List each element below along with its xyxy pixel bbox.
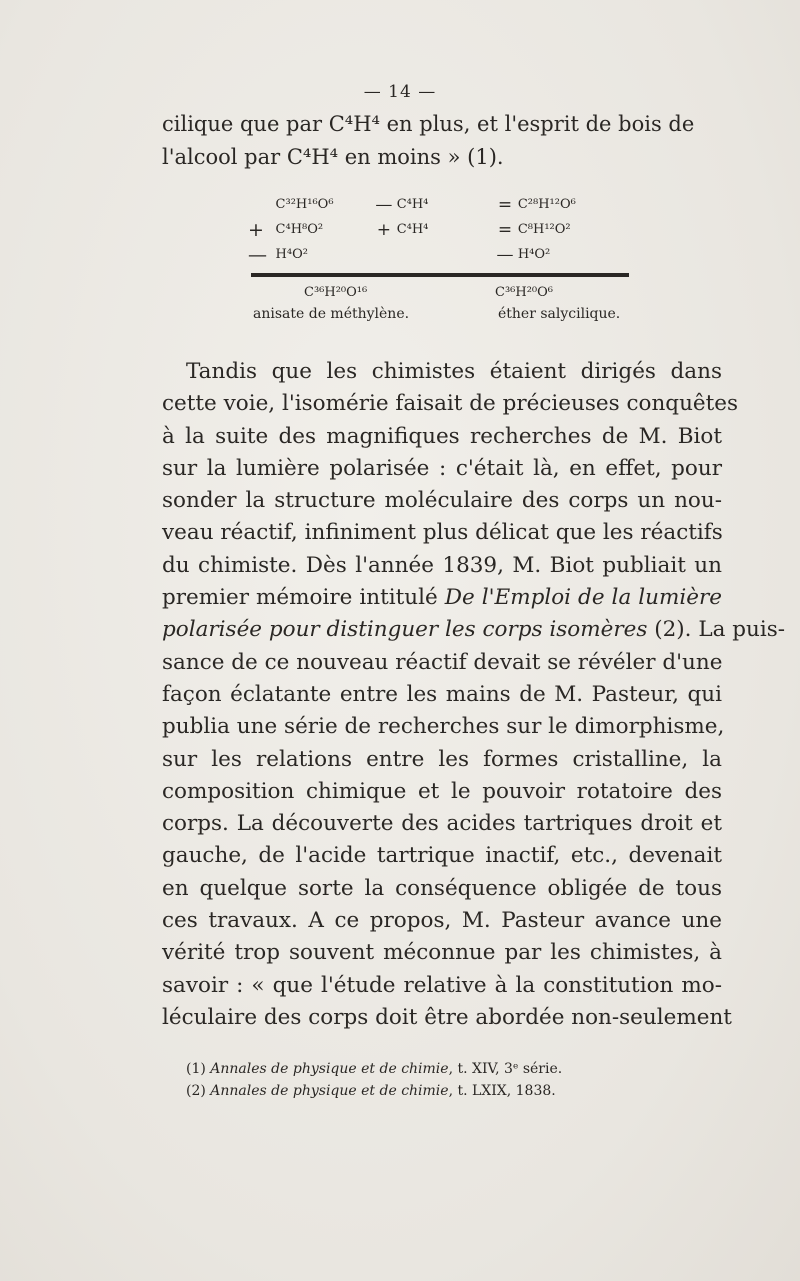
intro-text [162, 108, 722, 174]
text-line [162, 485, 722, 517]
formula-result: C²⁸H¹²O⁶ [517, 197, 576, 212]
text-line [162, 776, 722, 808]
text-segment: sonder la structure moléculaire des corps un nou- [162, 488, 722, 514]
page-number: — 14 — [363, 82, 437, 102]
text-line [162, 614, 786, 646]
formula-total-left: C³⁶H²⁰O¹⁶ [304, 285, 368, 300]
text-line [162, 1002, 732, 1034]
chemical-formula [248, 192, 628, 322]
formula-row [248, 192, 628, 217]
footnote [186, 1058, 646, 1080]
footnote-reference: , t. LXIX, 1838. [448, 1083, 556, 1099]
text-segment: publia une série de recherches sur le dimorphisme, [162, 714, 725, 740]
footnote-source: Annales de physique et de chimie [210, 1083, 449, 1099]
text-line [162, 840, 722, 872]
text-line [162, 517, 722, 549]
formula-operator: — [375, 194, 393, 215]
formula-term: C³²H¹⁶O⁶ [275, 197, 334, 212]
text-line [162, 647, 722, 679]
formula-equals: = [497, 194, 513, 215]
text-segment: corps. La découverte des acides tartriques droit et [162, 811, 722, 837]
text-segment: en quelque sorte la conséquence obligée de tous [162, 875, 722, 901]
text-segment: veau réactif, infiniment plus délicat que les réactifs [162, 520, 723, 546]
formula-totals [248, 285, 628, 300]
text-segment: sur la lumière polarisée : c'était là, en effet, pour [162, 455, 722, 481]
intro-line: cilique que par C⁴H⁴ en plus, et l'esprit de bois de [162, 112, 695, 136]
text-segment: façon éclatante entre les mains de M. Pasteur, qui [162, 681, 722, 707]
text-segment: léculaire des corps doit être abordée non-seulement [162, 1004, 732, 1030]
text-line [162, 388, 739, 420]
formula-sign: + [248, 218, 264, 241]
footnote [186, 1080, 646, 1102]
text-line [162, 970, 722, 1002]
text-line [162, 808, 722, 840]
compound-name-right: éther salycilique. [498, 306, 621, 322]
footnote-number: (1) [186, 1061, 211, 1077]
formula-names [248, 306, 628, 322]
text-line [162, 679, 722, 711]
footnote-reference: , t. XIV, 3ᵉ série. [448, 1061, 563, 1077]
text-line [162, 356, 722, 388]
text-segment: à la suite des magnifiques recherches de M. Biot [162, 423, 722, 449]
text-segment: Tandis que les chimistes étaient dirigés dans [186, 359, 722, 384]
formula-term: C⁴H⁴ [396, 197, 429, 212]
formula-equals: — [496, 244, 514, 265]
text-line [162, 937, 722, 969]
compound-name-left: anisate de méthylène. [253, 306, 410, 322]
formula-total-right: C³⁶H²⁰O⁶ [495, 285, 553, 300]
footnotes [186, 1058, 646, 1102]
formula-result: C⁸H¹²O² [517, 222, 571, 237]
text-segment: cette voie, l'isomérie faisait de précieuses conquêtes [162, 391, 739, 417]
formula-term: H⁴O² [275, 247, 308, 262]
formula-sign: — [248, 243, 267, 266]
footnote-number: (2) [186, 1083, 211, 1099]
intro-line: l'alcool par C⁴H⁴ en moins » (1). [162, 145, 504, 169]
italic-title: De l'Emploi de la lumière [444, 585, 722, 611]
text-segment: ces travaux. A ce propos, M. Pasteur avance une [162, 908, 722, 934]
text-line [162, 582, 722, 614]
formula-operator: + [376, 219, 391, 240]
formula-row [248, 217, 628, 242]
text-line [162, 905, 722, 937]
formula-equals: = [497, 219, 513, 240]
formula-row [248, 242, 628, 267]
formula-rule [251, 273, 629, 277]
text-line [162, 421, 722, 453]
text-line [162, 550, 722, 582]
text-segment: du chimiste. Dès l'année 1839, M. Biot publiait un [162, 552, 722, 578]
text-segment: gauche, de l'acide tartrique inactif, etc., devenait [162, 843, 722, 869]
text-segment: sance de ce nouveau réactif devait se révéler d'une [162, 649, 723, 675]
formula-term: C⁴H⁴ [396, 222, 429, 237]
formula-result: H⁴O² [517, 247, 551, 262]
text-line [162, 873, 722, 905]
text-line [162, 711, 725, 743]
formula-term: C⁴H⁸O² [275, 222, 324, 237]
body-text [162, 356, 786, 1034]
text-segment: premier mémoire intitulé [162, 585, 445, 611]
text-segment: sur les relations entre les formes cristalline, la [162, 746, 722, 772]
text-line [162, 453, 722, 485]
text-segment: (2). La puis- [647, 617, 786, 643]
text-segment: savoir : « que l'étude relative à la constitution mo- [162, 972, 722, 998]
italic-title: polarisée pour distinguer les corps isomères [162, 617, 648, 643]
text-line [162, 744, 722, 776]
footnote-source: Annales de physique et de chimie [210, 1061, 449, 1077]
text-segment: vérité trop souvent méconnue par les chimistes, à [162, 940, 722, 966]
text-segment: composition chimique et le pouvoir rotatoire des [162, 778, 722, 804]
